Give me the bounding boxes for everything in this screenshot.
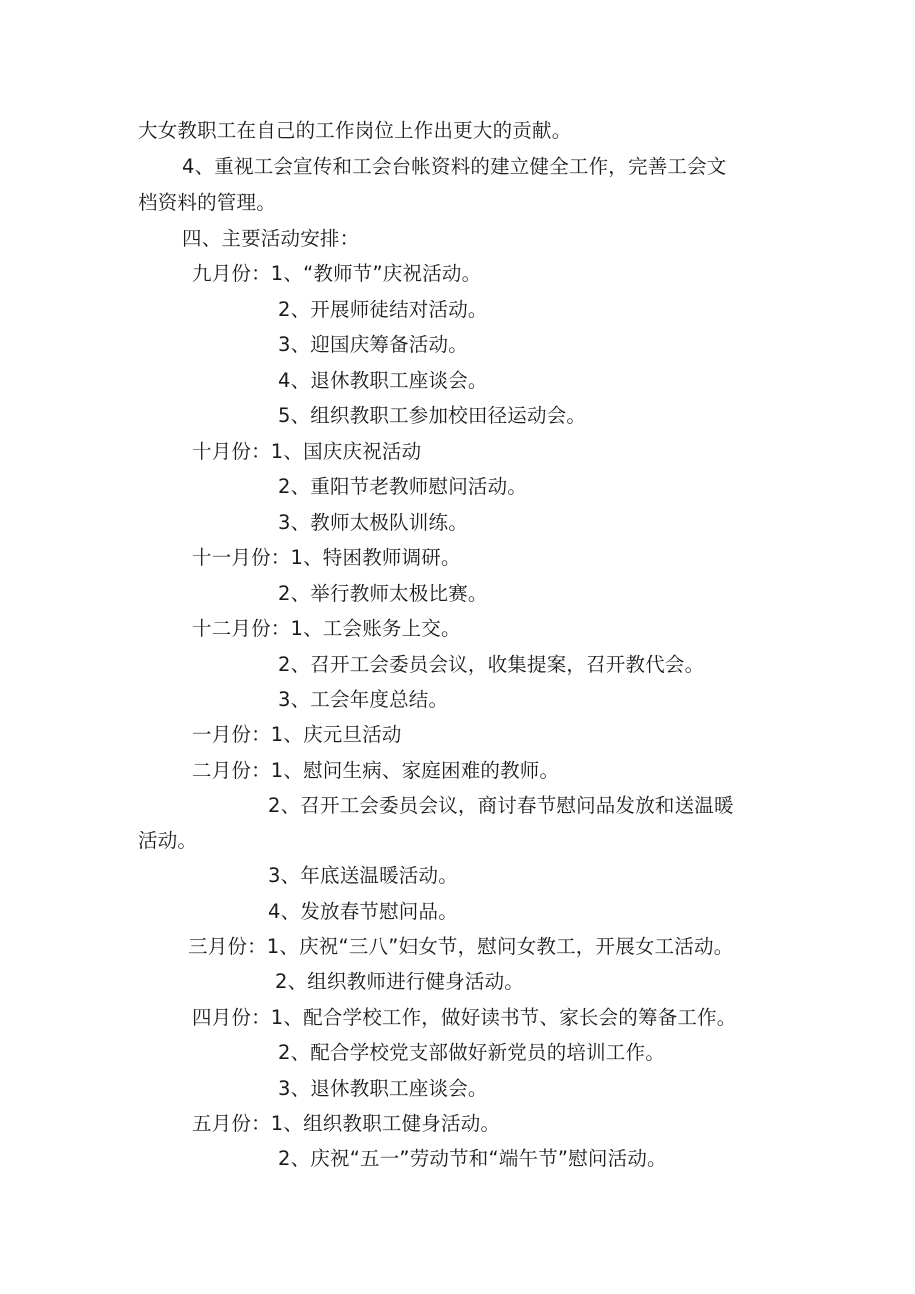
schedule-february-4: 4、发放春节慰问品。 (268, 900, 458, 923)
schedule-november-1: 十一月份：1、特困教师调研。 (192, 546, 461, 569)
schedule-october-2: 2、重阳节老教师慰问活动。 (278, 475, 528, 498)
text-line-2: 4、重视工会宣传和工会台帐资料的建立健全工作，完善工会文 (182, 155, 727, 178)
schedule-february-1: 二月份：1、慰问生病、家庭困难的教师。 (192, 759, 560, 782)
schedule-may-2: 2、庆祝“五一”劳动节和“端午节”慰问活动。 (278, 1147, 667, 1170)
schedule-march-2: 2、组织教师进行健身活动。 (275, 970, 525, 993)
schedule-december-2: 2、召开工会委员会议，收集提案，召开教代会。 (278, 653, 705, 676)
text-line-3: 档资料的管理。 (138, 191, 276, 214)
text-line-1: 大女教职工在自己的工作岗位上作出更大的贡献。 (138, 119, 572, 142)
schedule-february-2: 2、召开工会委员会议，商讨春节慰问品发放和送温暖 (268, 794, 734, 817)
schedule-december-3: 3、工会年度总结。 (278, 688, 449, 711)
schedule-september-5: 5、组织教职工参加校田径运动会。 (278, 404, 587, 427)
schedule-may-1: 五月份：1、组织教职工健身活动。 (192, 1112, 501, 1135)
schedule-march-1: 三月份：1、庆祝“三八”妇女节，慰问女教工，开展女工活动。 (188, 935, 734, 958)
section-heading: 四、主要活动安排： (182, 227, 360, 250)
schedule-october-1: 十月份：1、国庆庆祝活动 (192, 440, 422, 463)
schedule-april-1: 四月份：1、配合学校工作，做好读书节、家长会的筹备工作。 (192, 1006, 737, 1029)
schedule-november-2: 2、举行教师太极比赛。 (278, 582, 488, 605)
schedule-april-3: 3、退休教职工座谈会。 (278, 1077, 488, 1100)
schedule-april-2: 2、配合学校党支部做好新党员的培训工作。 (278, 1041, 665, 1064)
schedule-september-2: 2、开展师徒结对活动。 (278, 298, 488, 321)
schedule-october-3: 3、教师太极队训练。 (278, 511, 468, 534)
schedule-september-4: 4、退休教职工座谈会。 (278, 369, 488, 392)
schedule-february-2-continued: 活动。 (138, 829, 198, 852)
schedule-january-1: 一月份：1、庆元旦活动 (192, 723, 402, 746)
schedule-september-1: 九月份：1、“教师节”庆祝活动。 (192, 262, 482, 285)
schedule-december-1: 十二月份：1、工会账务上交。 (192, 617, 461, 640)
schedule-september-3: 3、迎国庆筹备活动。 (278, 333, 468, 356)
schedule-february-3: 3、年底送温暖活动。 (268, 864, 458, 887)
